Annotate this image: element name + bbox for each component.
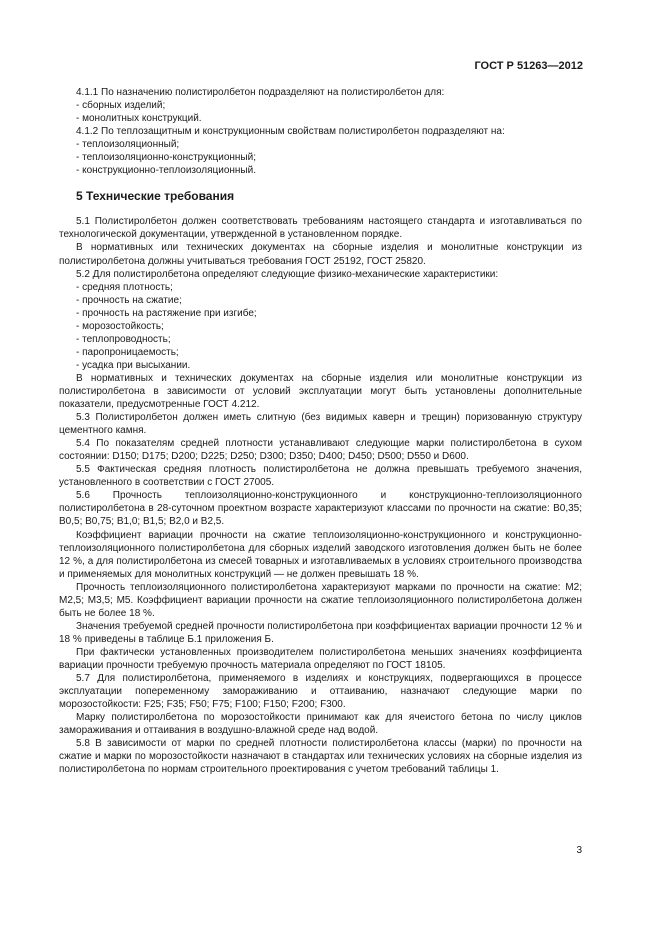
page-number: 3 <box>576 845 582 856</box>
list-item: - паропроницаемость; <box>76 346 179 358</box>
paragraph: Марку полистиролбетона по морозостойкости принимают как для ячеистого бетона по числу циклов замораживания и оттаивания в воздушно-влажной среде над водой. <box>59 712 582 737</box>
paragraph: Коэффициент вариации прочности на сжатие теплоизоляционно-конструкционного и конструкционно-теплоизоляционного полистиролбетона для сборных изделий заводского изготовления должен быть не более 12 %, а для полистиролбетона из смесей товарных и изготавливаемых в условиях строительного производства и применяемых для монолитных конструкций — не должен превышать 18 %. <box>59 529 582 580</box>
list-item: - усадка при высыхании. <box>76 359 191 371</box>
paragraph: 5.1 Полистиролбетон должен соответствовать требованиям настоящего стандарта и изготавливаться по технологической документации, утвержденной в установленном порядке. <box>59 216 582 241</box>
paragraph: Прочность теплоизоляционного полистиролбетона характеризуют марками по прочности на сжатие: М2; М2,5; М3,5; М5. Коэффициент вариации прочности на сжатие теплоизоляционного полистиролбетона должен быть не более 18 %. <box>59 581 582 619</box>
paragraph: 5.8 В зависимости от марки по средней плотности полистиролбетона классы (марки) по прочности на сжатие и марки по морозостойкости назначают в стандартах или технических условиях на сборные изделия из полистиролбетона по нормам строительного проектирования с учетом требований таблицы 1. <box>59 738 582 776</box>
paragraph: Значения требуемой средней прочности полистиролбетона при коэффициентах вариации прочности 12 % и 18 % приведены в таблице Б.1 приложения Б. <box>59 620 582 645</box>
paragraph: 5.4 По показателям средней плотности устанавливают следующие марки полистиролбетона в сухом состоянии: D150; D175; D200; D225; D250; D300; D350; D400; D450; D500; D550 и D600. <box>59 438 582 463</box>
section-title: 5 Технические требования <box>76 189 235 204</box>
list-item: - средняя плотность; <box>76 281 173 293</box>
paragraph: При фактически установленных производителем полистиролбетона меньших значениях коэффициента вариации прочности требуемую прочность материала определяют по ГОСТ 18105. <box>59 646 582 671</box>
paragraph: 5.6 Прочность теплоизоляционно-конструкционного и конструкционно-теплоизоляционного полистиролбетона в 28-суточном проектном возрасте характеризуют классами по прочности на сжатие: В0,35; В0,5; В0,75; В1,0; В1,5; В2,0 и В2,5. <box>59 490 582 528</box>
list-item: - сборных изделий; <box>76 100 166 112</box>
paragraph: 5.2 Для полистиролбетона определяют следующие физико-механические характеристики: <box>76 268 499 280</box>
document-body <box>59 86 582 776</box>
clause-line: 4.1.1 По назначению полистиролбетон подразделяют на полистиролбетон для: <box>76 87 445 98</box>
paragraph: В нормативных и технических документах на сборные изделия или монолитные конструкции из полистиролбетона в зависимости от условий эксплуатации могут быть установлены дополнительные показатели, предусмотренные ГОСТ 4.212. <box>59 372 582 411</box>
document-header: ГОСТ Р 51263—2012 <box>474 60 583 72</box>
list-item: - теплопроводность; <box>76 333 171 345</box>
paragraph: 5.5 Фактическая средняя плотность полистиролбетона не должна превышать требуемого значения, установленного в соответствии с ГОСТ 27005. <box>59 464 582 489</box>
paragraph: 5.3 Полистиролбетон должен иметь слитную (без видимых каверн и трещин) поризованную структуру цементного камня. <box>59 412 582 437</box>
paragraph: 5.7 Для полистиролбетона, применяемого в изделиях и конструкциях, подвергающихся в процессе эксплуатации попеременному замораживанию и оттаиванию, назначают следующие марки по морозостойкости: F25; F35; F50; F75; F100; F150; F200; F300. <box>59 673 582 711</box>
clause-line: 4.1.2 По теплозащитным и конструкционным свойствам полистиролбетон подразделяют на: <box>76 126 505 138</box>
list-item: - монолитных конструкций. <box>76 113 202 125</box>
list-item: - теплоизоляционно-конструкционный; <box>76 152 256 164</box>
paragraph: В нормативных или технических документах на сборные изделия и монолитные конструкции из полистиролбетона должны учитываться требования ГОСТ 25192, ГОСТ 25820. <box>59 242 582 267</box>
list-item: - прочность на растяжение при изгибе; <box>76 307 257 319</box>
list-item: - прочность на сжатие; <box>76 294 182 306</box>
list-item: - конструкционно-теплоизоляционный. <box>76 165 256 177</box>
list-item: - морозостойкость; <box>76 320 164 332</box>
list-item: - теплоизоляционный; <box>76 139 180 151</box>
